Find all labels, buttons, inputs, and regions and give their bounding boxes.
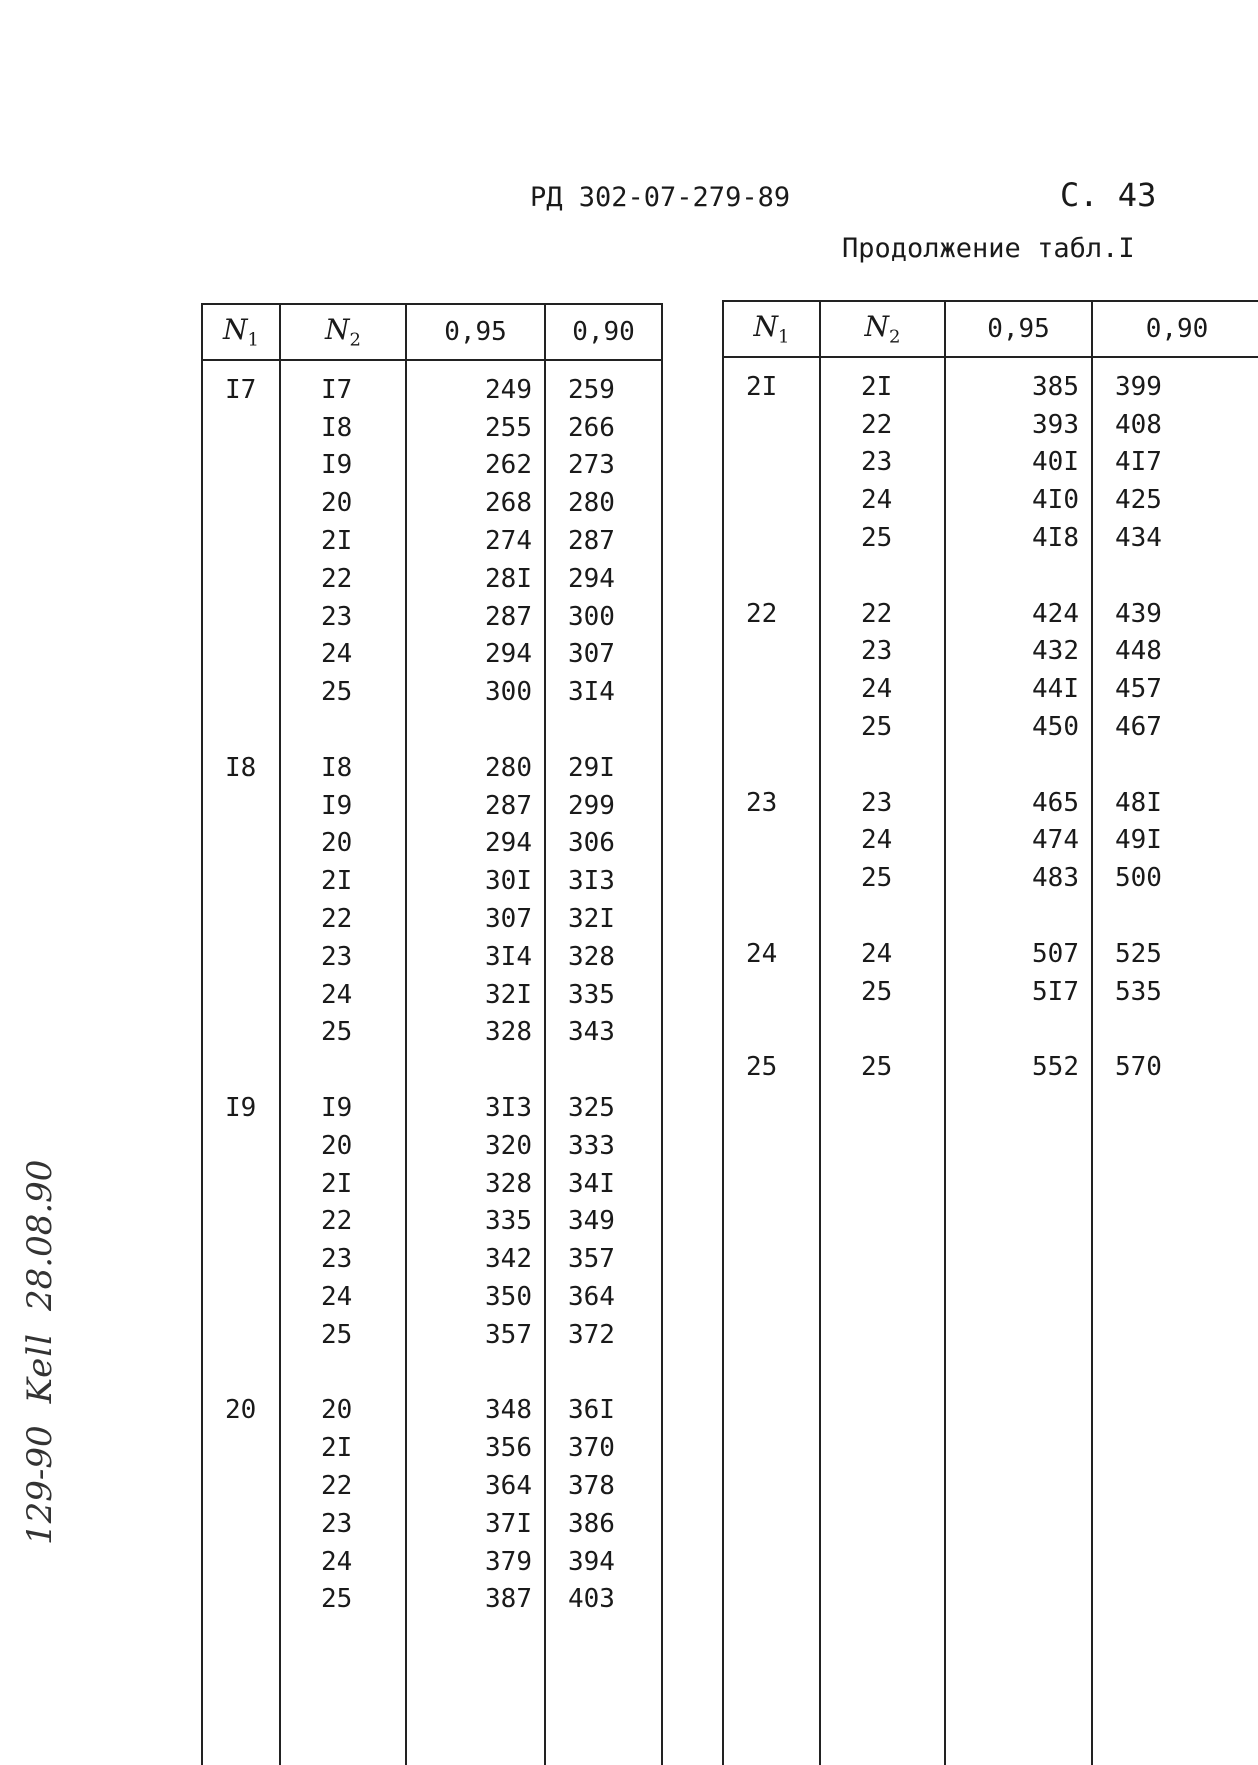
cell-p095: 379 <box>406 1543 545 1581</box>
table-row <box>723 519 1258 557</box>
filler-cell <box>820 1086 945 1765</box>
cell-p090: 570 <box>1092 1048 1258 1086</box>
cell-n2: 25 <box>820 519 945 557</box>
table-row <box>202 409 662 447</box>
cell-n1 <box>202 825 280 863</box>
cell-p095 <box>945 746 1092 784</box>
cell-n1: I9 <box>202 1089 280 1127</box>
table-row <box>202 711 662 749</box>
cell-p095: 37I <box>406 1505 545 1543</box>
cell-n2: 24 <box>820 822 945 860</box>
cell-p095: 5I7 <box>945 973 1092 1011</box>
cell-p090: 273 <box>545 447 662 485</box>
cell-p090: 535 <box>1092 973 1258 1011</box>
cell-n2: 24 <box>280 1543 406 1581</box>
table-row <box>723 859 1258 897</box>
table-row <box>723 481 1258 519</box>
cell-n1: 22 <box>723 595 820 633</box>
cell-n2: 24 <box>280 636 406 674</box>
cell-p095: 268 <box>406 484 545 522</box>
cell-p090: 299 <box>545 787 662 825</box>
cell-p095: 387 <box>406 1581 545 1619</box>
cell-n2: 20 <box>280 1392 406 1430</box>
table-row <box>723 784 1258 822</box>
cell-n2: I9 <box>280 1089 406 1127</box>
table-header-row <box>723 301 1258 357</box>
cell-p095: 274 <box>406 522 545 560</box>
cell-p090: 280 <box>545 484 662 522</box>
cell-n2: 24 <box>280 976 406 1014</box>
cell-p090: 434 <box>1092 519 1258 557</box>
cell-n1 <box>202 862 280 900</box>
cell-n1 <box>723 557 820 595</box>
cell-n2: 23 <box>280 1505 406 1543</box>
cell-n1 <box>723 708 820 746</box>
cell-p090: 408 <box>1092 406 1258 444</box>
page-number: С. 43 <box>1060 176 1157 214</box>
cell-p095: 474 <box>945 822 1092 860</box>
cell-n1: 23 <box>723 784 820 822</box>
cell-p090 <box>1092 897 1258 935</box>
table-row <box>202 673 662 711</box>
cell-n2: 22 <box>820 406 945 444</box>
cell-p090: 525 <box>1092 935 1258 973</box>
cell-p095: 3I4 <box>406 938 545 976</box>
cell-p090: 448 <box>1092 633 1258 671</box>
cell-p090: 500 <box>1092 859 1258 897</box>
cell-n1 <box>202 522 280 560</box>
cell-p095: 32I <box>406 976 545 1014</box>
cell-p095: 44I <box>945 670 1092 708</box>
cell-p095: 483 <box>945 859 1092 897</box>
table-row <box>202 1316 662 1354</box>
cell-p090: 343 <box>545 1014 662 1052</box>
cell-n1 <box>723 670 820 708</box>
cell-p095 <box>945 897 1092 935</box>
table-filler-row <box>202 1618 662 1765</box>
cell-p095: 294 <box>406 825 545 863</box>
cell-p095: 342 <box>406 1240 545 1278</box>
cell-p095 <box>945 1011 1092 1049</box>
cell-n1 <box>723 973 820 1011</box>
cell-p090: 36I <box>545 1392 662 1430</box>
cell-p095: 507 <box>945 935 1092 973</box>
cell-n1: 25 <box>723 1048 820 1086</box>
filler-cell <box>945 1086 1092 1765</box>
cell-p095: 424 <box>945 595 1092 633</box>
cell-n1 <box>723 633 820 671</box>
table-row <box>202 1581 662 1619</box>
table-row <box>723 935 1258 973</box>
cell-p090: 372 <box>545 1316 662 1354</box>
cell-n1 <box>723 859 820 897</box>
cell-n2 <box>820 557 945 595</box>
cell-n2: 22 <box>280 1467 406 1505</box>
cell-p090: 49I <box>1092 822 1258 860</box>
cell-p090: 439 <box>1092 595 1258 633</box>
table-row <box>723 357 1258 406</box>
header-p090: 0,90 <box>545 304 662 360</box>
cell-n2: 24 <box>820 935 945 973</box>
table-row <box>723 444 1258 482</box>
table-row <box>723 406 1258 444</box>
table-header-row <box>202 304 662 360</box>
filler-cell <box>406 1618 545 1765</box>
header-n1: $N_1$ <box>723 301 820 357</box>
cell-n1 <box>202 673 280 711</box>
cell-n1 <box>202 938 280 976</box>
cell-n1 <box>202 560 280 598</box>
cell-n2: 22 <box>280 560 406 598</box>
table-row <box>202 1354 662 1392</box>
cell-n2: 23 <box>280 938 406 976</box>
table-row <box>202 560 662 598</box>
cell-n1: 24 <box>723 935 820 973</box>
cell-n2: 22 <box>280 1203 406 1241</box>
cell-n1 <box>723 444 820 482</box>
table-row <box>202 1543 662 1581</box>
cell-n2: I9 <box>280 787 406 825</box>
cell-n1 <box>723 406 820 444</box>
cell-n1 <box>202 976 280 1014</box>
cell-n1 <box>723 897 820 935</box>
cell-p095: 348 <box>406 1392 545 1430</box>
table-row <box>202 1278 662 1316</box>
cell-n2: 20 <box>280 1127 406 1165</box>
table-row <box>202 360 662 409</box>
cell-p090: 333 <box>545 1127 662 1165</box>
cell-p090: 3I3 <box>545 862 662 900</box>
cell-n2 <box>280 1354 406 1392</box>
cell-p090 <box>545 1354 662 1392</box>
cell-p095: 320 <box>406 1127 545 1165</box>
cell-p090: 29I <box>545 749 662 787</box>
cell-p090 <box>545 1051 662 1089</box>
table-row <box>202 1505 662 1543</box>
table-row <box>723 670 1258 708</box>
filler-cell <box>545 1618 662 1765</box>
cell-n1 <box>202 1165 280 1203</box>
cell-p090: 370 <box>545 1429 662 1467</box>
cell-p095: 255 <box>406 409 545 447</box>
cell-n2: 2I <box>280 862 406 900</box>
header-n2: $N_2$ <box>280 304 406 360</box>
signature: Kell <box>20 1332 60 1404</box>
cell-n1 <box>202 1240 280 1278</box>
cell-n2 <box>820 1011 945 1049</box>
table-row <box>202 1127 662 1165</box>
cell-n2: 25 <box>280 1014 406 1052</box>
cell-n2: 25 <box>820 859 945 897</box>
table-row <box>723 557 1258 595</box>
cell-n1 <box>723 519 820 557</box>
table-row <box>202 522 662 560</box>
table-row <box>723 1011 1258 1049</box>
cell-n1 <box>202 1581 280 1619</box>
cell-n2: 2I <box>820 357 945 406</box>
table-row <box>202 749 662 787</box>
cell-p095: 300 <box>406 673 545 711</box>
cell-p090: 357 <box>545 1240 662 1278</box>
cell-n1 <box>202 409 280 447</box>
cell-p095: 364 <box>406 1467 545 1505</box>
cell-n1 <box>202 1354 280 1392</box>
cell-p095: 30I <box>406 862 545 900</box>
cell-n2: 23 <box>820 784 945 822</box>
cell-n2: 25 <box>280 673 406 711</box>
cell-n1 <box>202 1505 280 1543</box>
inventory-number: 129-90 <box>20 1425 60 1545</box>
cell-p095: 40I <box>945 444 1092 482</box>
cell-p095 <box>406 1051 545 1089</box>
cell-n2: 25 <box>280 1316 406 1354</box>
table-row <box>723 973 1258 1011</box>
cell-n2: 23 <box>280 598 406 636</box>
cell-p090: 48I <box>1092 784 1258 822</box>
cell-p090: 457 <box>1092 670 1258 708</box>
cell-p095: 356 <box>406 1429 545 1467</box>
cell-n2: 22 <box>280 900 406 938</box>
cell-p095 <box>406 711 545 749</box>
cell-n2: 25 <box>820 1048 945 1086</box>
cell-p095: 262 <box>406 447 545 485</box>
cell-p090: 364 <box>545 1278 662 1316</box>
cell-p090: 399 <box>1092 357 1258 406</box>
cell-n1 <box>723 746 820 784</box>
cell-p095: 328 <box>406 1165 545 1203</box>
cell-p095: 294 <box>406 636 545 674</box>
cell-n2: 24 <box>280 1278 406 1316</box>
cell-n1 <box>202 484 280 522</box>
cell-n2: I9 <box>280 447 406 485</box>
cell-n2: 25 <box>820 973 945 1011</box>
filler-cell <box>1092 1086 1258 1765</box>
table-row <box>202 1014 662 1052</box>
cell-p090: 300 <box>545 598 662 636</box>
cell-p090 <box>545 711 662 749</box>
cell-p090: 394 <box>545 1543 662 1581</box>
cell-p090: 325 <box>545 1089 662 1127</box>
cell-p095: 249 <box>406 360 545 409</box>
cell-p095: 393 <box>945 406 1092 444</box>
cell-p095 <box>406 1354 545 1392</box>
table-row <box>723 595 1258 633</box>
cell-p090: 328 <box>545 938 662 976</box>
table-row <box>202 938 662 976</box>
cell-p090: 386 <box>545 1505 662 1543</box>
cell-n2: 24 <box>820 670 945 708</box>
table-row <box>202 1051 662 1089</box>
table-body-left <box>202 360 662 1765</box>
cell-p095: 307 <box>406 900 545 938</box>
cell-p090: 425 <box>1092 481 1258 519</box>
header-p095: 0,95 <box>945 301 1092 357</box>
document-code: РД 302-07-279-89 <box>530 182 791 213</box>
cell-p090 <box>1092 1011 1258 1049</box>
cell-n1 <box>202 711 280 749</box>
cell-p095: 450 <box>945 708 1092 746</box>
filler-cell <box>723 1086 820 1765</box>
cell-n1 <box>202 1278 280 1316</box>
cell-p095 <box>945 557 1092 595</box>
cell-n1 <box>202 447 280 485</box>
table-row <box>202 1203 662 1241</box>
cell-n1 <box>202 1127 280 1165</box>
filler-cell <box>202 1618 280 1765</box>
cell-n2: 23 <box>820 633 945 671</box>
table-row <box>723 708 1258 746</box>
cell-n2: 22 <box>820 595 945 633</box>
cell-p090: 294 <box>545 560 662 598</box>
cell-p090: 287 <box>545 522 662 560</box>
table-row <box>723 633 1258 671</box>
cell-p090: 34I <box>545 1165 662 1203</box>
cell-n1 <box>202 636 280 674</box>
cell-n2: I8 <box>280 409 406 447</box>
handwritten-margin-note <box>20 1159 60 1545</box>
cell-n2 <box>280 1051 406 1089</box>
table-row <box>723 822 1258 860</box>
table-row <box>202 1240 662 1278</box>
table-row <box>202 1467 662 1505</box>
table-row <box>202 598 662 636</box>
cell-n1: I7 <box>202 360 280 409</box>
table-continuation-label: Продолжение табл.I <box>842 233 1135 264</box>
cell-p090 <box>1092 746 1258 784</box>
cell-n2: 2I <box>280 1165 406 1203</box>
cell-n1: 2I <box>723 357 820 406</box>
cell-n2: 25 <box>820 708 945 746</box>
cell-p095: 465 <box>945 784 1092 822</box>
table-row <box>202 636 662 674</box>
cell-p090: 32I <box>545 900 662 938</box>
cell-n1 <box>202 1429 280 1467</box>
cell-n2 <box>820 897 945 935</box>
values-table-left <box>201 303 663 1765</box>
cell-n1: 20 <box>202 1392 280 1430</box>
cell-p090: 467 <box>1092 708 1258 746</box>
table-row <box>202 1392 662 1430</box>
cell-n2: I7 <box>280 360 406 409</box>
table-row <box>202 484 662 522</box>
cell-n2: 20 <box>280 484 406 522</box>
cell-p090: 349 <box>545 1203 662 1241</box>
cell-p095: 335 <box>406 1203 545 1241</box>
cell-p090: 3I4 <box>545 673 662 711</box>
cell-n1: I8 <box>202 749 280 787</box>
header-p095: 0,95 <box>406 304 545 360</box>
table-row <box>202 447 662 485</box>
cell-n1 <box>202 1203 280 1241</box>
cell-n1 <box>202 1316 280 1354</box>
cell-p095: 357 <box>406 1316 545 1354</box>
cell-n1 <box>202 598 280 636</box>
cell-n2 <box>280 711 406 749</box>
cell-n2: 20 <box>280 825 406 863</box>
cell-p090: 306 <box>545 825 662 863</box>
cell-n1 <box>723 481 820 519</box>
table-row <box>202 900 662 938</box>
cell-p095: 385 <box>945 357 1092 406</box>
table-row <box>202 862 662 900</box>
cell-n2: I8 <box>280 749 406 787</box>
cell-n2 <box>820 746 945 784</box>
table-filler-row <box>723 1086 1258 1765</box>
cell-n1 <box>202 1543 280 1581</box>
header-p090: 0,90 <box>1092 301 1258 357</box>
cell-p095: 3I3 <box>406 1089 545 1127</box>
cell-n1 <box>202 1467 280 1505</box>
cell-n1 <box>723 1011 820 1049</box>
cell-n2: 2I <box>280 1429 406 1467</box>
cell-p095: 4I0 <box>945 481 1092 519</box>
cell-p095: 350 <box>406 1278 545 1316</box>
filler-cell <box>280 1618 406 1765</box>
cell-p095: 4I8 <box>945 519 1092 557</box>
table-row <box>202 787 662 825</box>
table-row <box>723 1048 1258 1086</box>
header-n1: $N_1$ <box>202 304 280 360</box>
cell-p095: 287 <box>406 787 545 825</box>
cell-n1 <box>202 787 280 825</box>
cell-n2: 2I <box>280 522 406 560</box>
table-row <box>723 746 1258 784</box>
cell-p090: 403 <box>545 1581 662 1619</box>
approval-date: 28.08.90 <box>20 1159 60 1311</box>
cell-n2: 25 <box>280 1581 406 1619</box>
cell-p090: 335 <box>545 976 662 1014</box>
cell-p095: 328 <box>406 1014 545 1052</box>
cell-p090: 307 <box>545 636 662 674</box>
cell-p090 <box>1092 557 1258 595</box>
table-row <box>202 825 662 863</box>
cell-p095: 280 <box>406 749 545 787</box>
table-row <box>202 1165 662 1203</box>
cell-p095: 28I <box>406 560 545 598</box>
table-row <box>202 1429 662 1467</box>
cell-p090: 4I7 <box>1092 444 1258 482</box>
cell-n1 <box>723 822 820 860</box>
cell-p095: 432 <box>945 633 1092 671</box>
cell-n1 <box>202 900 280 938</box>
values-table-right <box>722 300 1258 1765</box>
table-row <box>202 976 662 1014</box>
cell-n2: 23 <box>820 444 945 482</box>
cell-n2: 24 <box>820 481 945 519</box>
cell-p095: 552 <box>945 1048 1092 1086</box>
cell-n1 <box>202 1051 280 1089</box>
cell-n1 <box>202 1014 280 1052</box>
header-n2: $N_2$ <box>820 301 945 357</box>
cell-p090: 378 <box>545 1467 662 1505</box>
cell-p090: 259 <box>545 360 662 409</box>
cell-n2: 23 <box>280 1240 406 1278</box>
table-row <box>723 897 1258 935</box>
table-body-right <box>723 357 1258 1765</box>
table-row <box>202 1089 662 1127</box>
cell-p090: 266 <box>545 409 662 447</box>
cell-p095: 287 <box>406 598 545 636</box>
